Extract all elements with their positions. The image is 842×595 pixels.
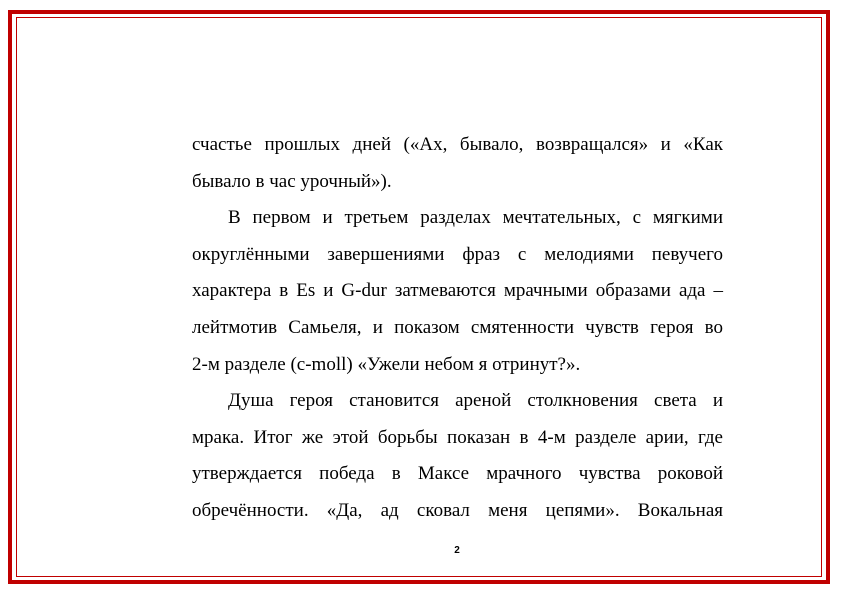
text-line: счастье прошлых дней («Ах, бывало, возвращался» и «Как xyxy=(192,134,723,155)
text-line: В первом и третьем разделах мечтательных, с мягкими xyxy=(228,207,723,229)
text-line: характера в Es и G-dur затмеваются мрачными образами ада – xyxy=(192,280,723,302)
page-text xyxy=(192,127,723,530)
text-line: Душа героя становится ареной столкновения света и xyxy=(228,390,723,412)
text-line: округлёнными завершениями фраз с мелодиями певучего xyxy=(192,243,723,265)
text-line: бывало в час урочный»). xyxy=(192,170,392,192)
text-line: 2-м разделе (c-moll) «Ужели небом я отринут?». xyxy=(192,353,581,375)
text-line: утверждается победа в Максе мрачного чувства роковой xyxy=(192,463,723,485)
text-line: мрака. Итог же этой борьбы показан в 4-м разделе арии, где xyxy=(192,426,723,448)
text-line: лейтмотив Самьеля, и показом смятенности чувств героя во xyxy=(192,316,723,338)
page-number: 2 xyxy=(454,545,460,556)
text-line: обречённости. «Да, ад сковал меня цепями». Вокальная xyxy=(192,499,723,521)
